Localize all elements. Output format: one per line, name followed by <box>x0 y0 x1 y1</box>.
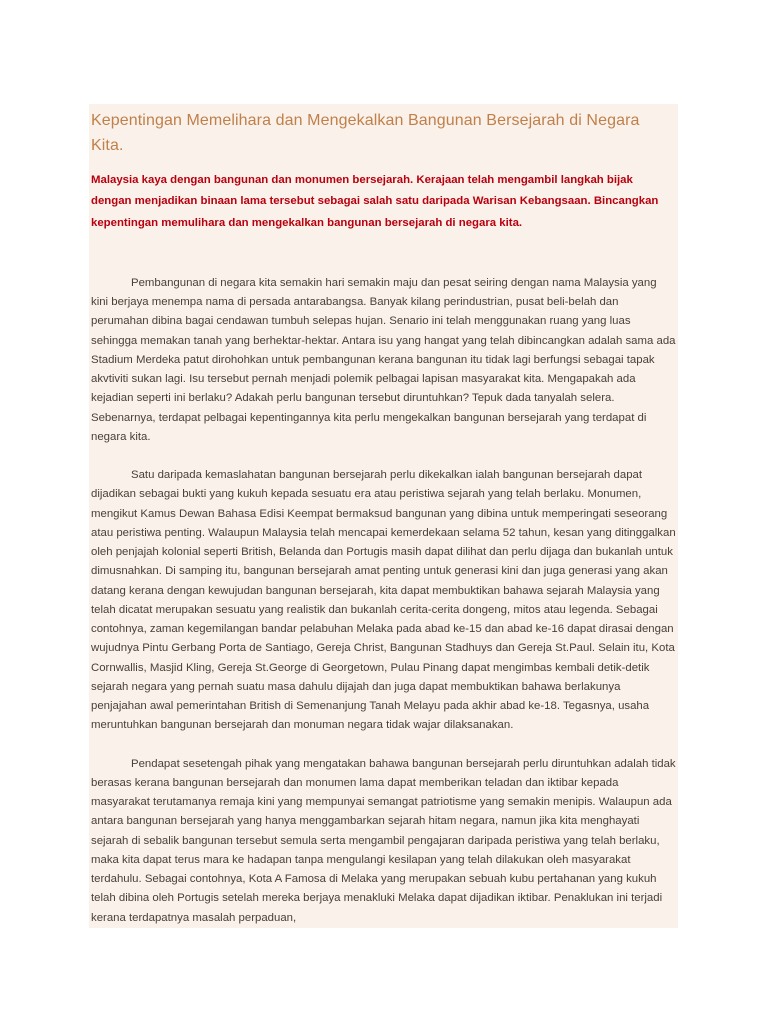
paragraph-introduction: Pembangunan di negara kita semakin hari semakin maju dan pesat seiring dengan nama Malaysia yang kini berjaya menempa nama di persada antarabangsa. Banyak kilang perindustrian, pusat beli-belah dan perumahan dibina bagai cendawan tumbuh selepas hujan. Senario ini telah menggunakan ruang yang luas sehingga memakan tanah yang berhektar-hektar. Antara isu yang hangat yang telah dibincangkan adalah sama ada Stadium Merdeka patut dirohohkan untuk pembangunan kerana bangunan itu tidak lagi berfungsi sebagai tapak akvtiviti sukan lagi. Isu tersebut pernah menjadi polemik pelbagai lapisan masyarakat kita. Mengapakah ada kejadian seperti ini berlaku? Adakah perlu bangunan tersebut diruntuhkan? Tepuk dada tanyalah selera. Sebenarnya, terdapat pelbagai kepentingannya kita perlu mengekalkan bangunan bersejarah yang terdapat di negara kita. <box>91 276 676 443</box>
document-page <box>89 104 678 928</box>
essay-question: Malaysia kaya dengan bangunan dan monumen bersejarah. Kerajaan telah mengambil langkah bijak dengan menjadikan binaan lama tersebut sebagai salah satu daripada Warisan Kebangsaan. Bincangkan kepentingan memulihara dan mengekalkan bangunan bersejarah di negara kita. <box>91 174 659 229</box>
paragraph-body-2: Pendapat sesetengah pihak yang mengatakan bahawa bangunan bersejarah perlu diruntuhkan adalah tidak berasas kerana bangunan bersejarah dan monumen lama dapat memberikan teladan dan iktibar kepada masyarakat terutamanya remaja kini yang mempunyai semangat patriotisme yang semakin menipis. Walaupun ada antara bangunan bersejarah yang hanya menggambarkan sejarah hitam negara, namun jika kita menghayati sejarah di sebalik bangunan tersebut semula serta mengambil pengajaran daripada peristiwa yang telah berlaku, maka kita dapat terus mara ke hadapan tanpa mengulangi kesilapan yang telah dilakukan oleh masyarakat terdahulu. Sebagai contohnya, Kota A Famosa di Melaka yang merupakan sebuah kubu pertahanan yang kukuh telah dibina oleh Portugis setelah mereka berjaya menakluki Melaka dapat dijadikan iktibar. Penaklukan ini terjadi kerana terdapatnya masalah perpaduan, <box>91 757 676 924</box>
document-title: Kepentingan Memelihara dan Mengekalkan Bangunan Bersejarah di Negara Kita. <box>91 112 640 154</box>
paragraph-body-1: Satu daripada kemaslahatan bangunan bersejarah perlu dikekalkan ialah bangunan bersejarah dapat dijadikan sebagai bukti yang kukuh kepada sesuatu era atau peristiwa sejarah yang telah berlaku. Monumen, mengikut Kamus Dewan Bahasa Edisi Keempat bermaksud bangunan yang dibina untuk memperingati seseorang atau peristiwa penting. Walaupun Malaysia telah mencapai kemerdekaan selama 52 tahun, kesan yang ditinggalkan oleh penjajah kolonial seperti British, Belanda dan Portugis masih dapat dilihat dan perlu dijaga dan bukanlah untuk dimusnahkan. Di samping itu, bangunan bersejarah amat penting untuk generasi kini dan juga generasi yang akan datang kerana dengan kewujudan bangunan bersejarah, kita dapat membuktikan bahawa sejarah Malaysia yang telah dicatat merupakan sesuatu yang realistik dan bukanlah cerita-cerita dongeng, mitos atau legenda. Sebagai contohnya, zaman kegemilangan bandar pelabuhan Melaka pada abad ke-15 dan abad ke-16 dapat dirasai dengan wujudnya Pintu Gerbang Porta de Santiago, Gereja Christ, Bangunan Stadhuys dan Gereja St.Paul. Selain itu, Kota Cornwallis, Masjid Kling, Gereja St.George di Georgetown, Pulau Pinang dapat mengimbas kembali detik-detik sejarah negara yang pernah suatu masa dahulu dijajah dan juga dapat membuktikan bahawa berlakunya penjajahan awal pemerintahan British di Semenanjung Tanah Melayu pada akhir abad ke-18. Tegasnya, usaha meruntuhkan bangunan bersejarah dan monuman negara tidak wajar dilaksanakan. <box>91 469 676 732</box>
document-content <box>91 104 676 928</box>
